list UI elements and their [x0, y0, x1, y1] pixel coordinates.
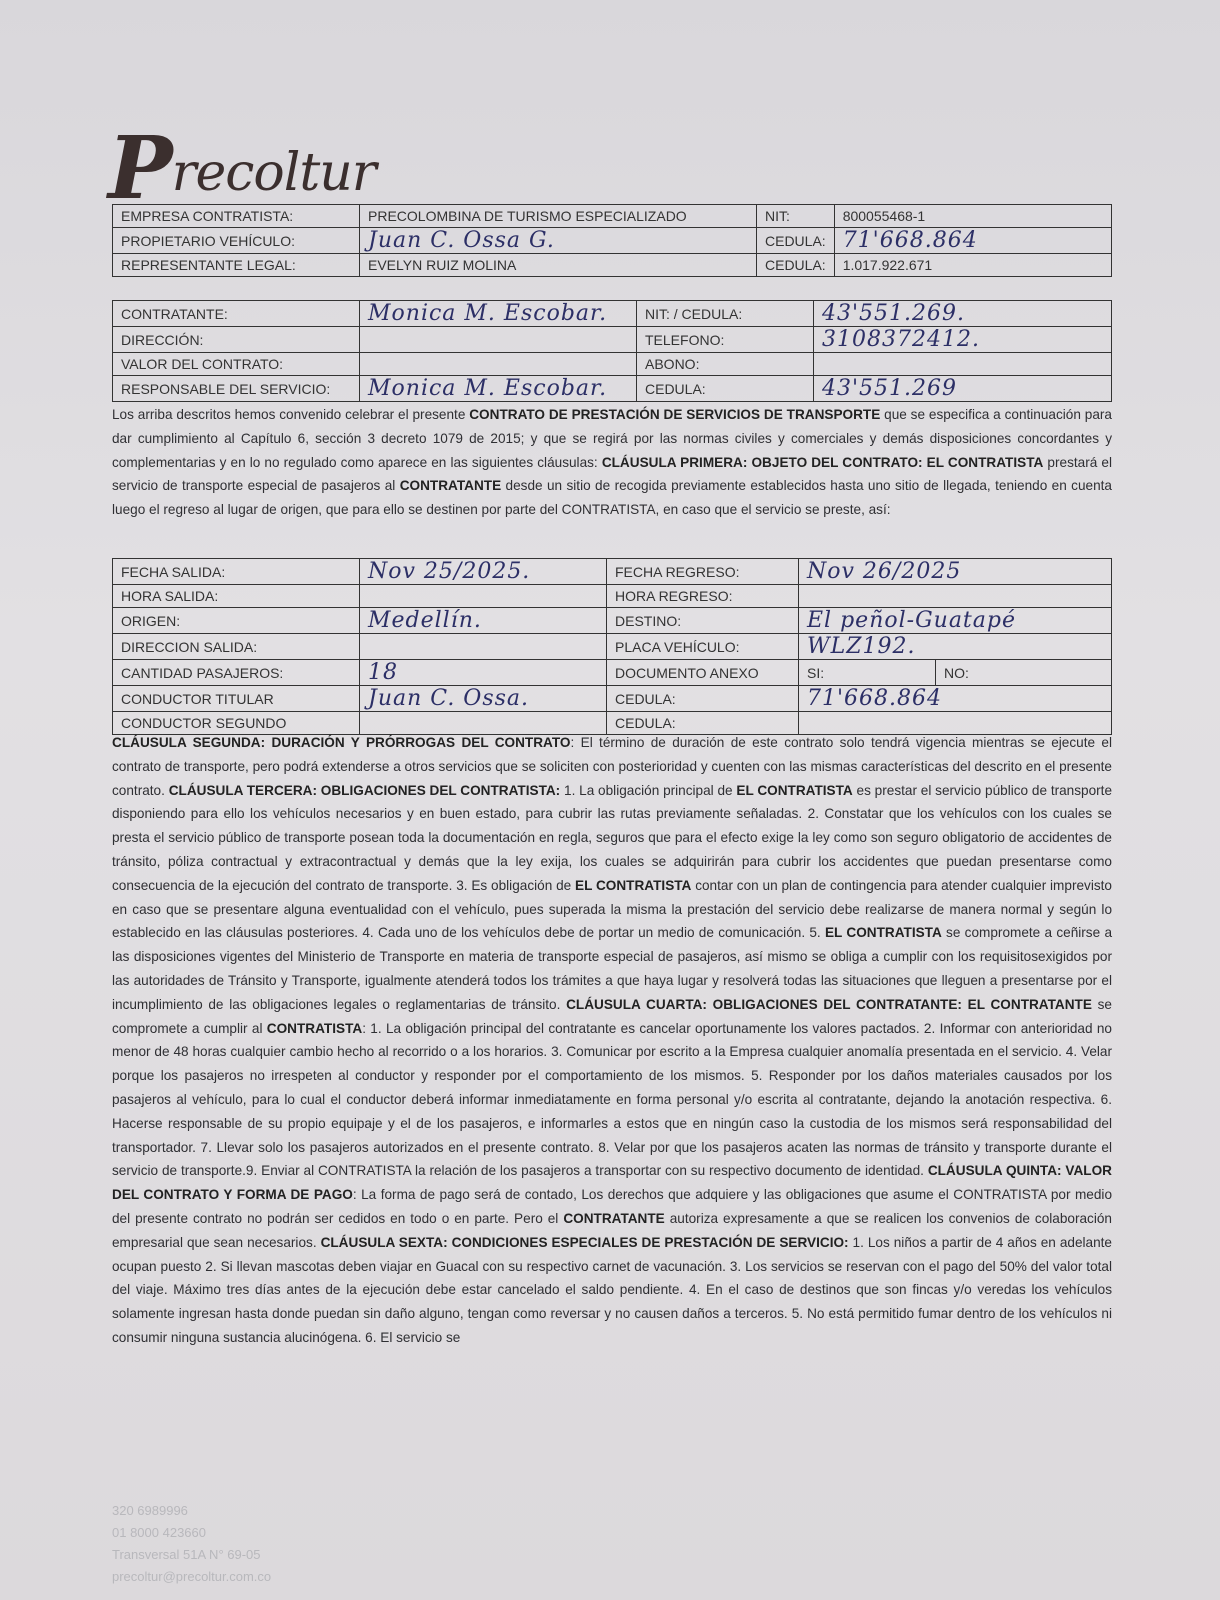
nit-value: 800055468-1 [834, 205, 1111, 228]
fecha-salida-label: FECHA SALIDA: [113, 559, 360, 585]
propietario-value: Juan C. Ossa G. [360, 228, 757, 254]
responsable-label: RESPONSABLE DEL SERVICIO: [113, 376, 360, 402]
clause-text-7: : 1. La obligación principal del contratante es cancelar oportunamente los valores pactados. 2. Informar con anterioridad no menor de 48 horas cualquier cambio hecho al recorrido o a los horarios. 3. Comunicar por escrito a la Empresa cualquier anomalía presentada en el servicio. 4. Velar porque los pasajeros no irrespeten al conductor y responder por el comportamiento de los mismos. 5. Responder por los daños materiales causados por los pasajeros al vehículo, para lo cual el conductor deberá informar inmediatamente en forma personal y/o escrita al contratante, dejando la anotación respectiva. 6. Hacerse responsable de su propio equipaje y el de los pasajeros, e informarles a estos que en ningún caso la custodia de los mismos será responsabilidad del transportador. 7. Llevar solo los pasajeros autorizados en el presente contrato. 8. Velar por que los pasajeros acaten las normas de tránsito y transporte durante el servicio de transporte.9. Enviar al CONTRATISTA la relación de los pasajeros a transportar con su respectivo documento de identidad. [112, 1020, 1112, 1179]
intro-bold-3: CONTRATANTE [399, 478, 502, 494]
intro-bold-1: CONTRATO DE PRESTACIÓN DE SERVICIOS DE TRANSPORTE [469, 407, 881, 422]
abono-value [814, 353, 1112, 376]
direccion-salida-label: DIRECCION SALIDA: [113, 634, 360, 660]
clause-text-3: es prestar el servicio público de transporte disponiendo para ello los vehículos necesarios y en buen estado, para cubrir las rutas previamente señaladas. 2. Constatar que los vehículos con los cuales se presta el servicio público de transporte posean toda la documentación en regla, seguros que para el efecto exige la ley como son seguro obligatorio de accidentes de tránsito, póliza contractual y extracontractual y demás que la ley exija, los cuales se adquirirán para cubrir los accidentes que puedan presentarse como consecuencia de la ejecución del contrato de transporte. 3. Es obligación de [112, 782, 1113, 893]
company-logo: Precoltur [108, 118, 376, 219]
footer-phone-1: 320 6989996 [112, 1503, 188, 1518]
clause-text-5: se compromete a ceñirse a las disposiciones vigentes del Ministerio de Transporte en materia de transporte especial de pasajeros, así mismo se obliga a cumplir con los requisitosexigidos por las autoridades de Tránsito y Transporte, igualmente atenderá todos los trámites a que haya lugar y resolverá todas las situaciones que lleguen a presentarse por el incumplimiento de las obligaciones legales o reglamentarias de tránsito. [112, 925, 1113, 1012]
clause-text-8: : La forma de pago será de contado, Los derechos que adquiere y las obligaciones que asume el CONTRATISTA por medio del presente contrato no podrán ser cedidos en todo o en parte. Pero el [112, 1187, 1113, 1226]
representante-label: REPRESENTANTE LEGAL: [113, 254, 360, 277]
hora-salida-value [360, 585, 607, 608]
abono-label: ABONO: [637, 353, 814, 376]
origen-value: Medellín. [360, 608, 607, 634]
company-info-table [112, 204, 1112, 277]
responsable-value: Monica M. Escobar. [360, 376, 637, 402]
clause-bold-9: CONTRATANTE [563, 1210, 665, 1226]
documento-label: DOCUMENTO ANEXO [607, 660, 799, 686]
placa-label: PLACA VEHÍCULO: [607, 634, 799, 660]
nit-cedula-value: 43'551.269. [814, 301, 1112, 327]
clause-text-10: 1. Los niños a partir de 4 años en adelante ocupan puesto 2. Si llevan mascotas deben viajar en Guacal con su respectivo carnet de vacunación. 3. Los servicios se reservan con el pago del 50% del valor total del viaje. Máximo tres días antes de la ejecución debe estar cancelado el saldo pendiente. 4. En el caso de destinos que son fincas y/o veredas los vehículos solamente ingresan hasta donde puedan sin daño alguno, tengan como reversar y no causen daños a terceros. 5. No está permitido fumar dentro de los vehículos ni consumir ninguna sustancia alucinógena. 6. El servicio se [112, 1234, 1112, 1345]
destino-value: El peñol-Guatapé [799, 608, 1112, 634]
fecha-salida-value: Nov 25/2025. [360, 559, 607, 585]
conductor-titular-value: Juan C. Ossa. [360, 686, 607, 712]
clause-heading-6: CLÁUSULA CUARTA: OBLIGACIONES DEL CONTRATANTE: EL CONTRATANTE [566, 996, 1092, 1012]
clause-heading-8: CLÁUSULA QUINTA: VALOR DEL CONTRATO Y FORMA DE PAGO [112, 1163, 1113, 1203]
contratante-label: CONTRATANTE: [113, 301, 360, 327]
direccion-label: DIRECCIÓN: [113, 327, 360, 353]
conductor-segundo-cedula-label: CEDULA: [607, 712, 799, 735]
fecha-regreso-value: Nov 26/2025 [799, 559, 1112, 585]
fecha-regreso-label: FECHA REGRESO: [607, 559, 799, 585]
intro-text-2: que se especifica a continuación para dar cumplimiento al Capítulo 6, sección 3 decreto 1079 de 2015; y que se regirá por las normas civiles y comerciales y demás disposiciones concordantes y complementarias y en lo no regulado como aparece en las siguientes cláusulas: [112, 407, 1112, 470]
clause-heading-10: CLÁUSULA SEXTA: CONDICIONES ESPECIALES DE PRESTACIÓN DE SERVICIO: [320, 1234, 849, 1250]
conductor-titular-cedula-label: CEDULA: [607, 686, 799, 712]
trip-info-table [112, 558, 1112, 735]
propietario-cedula-label: CEDULA: [757, 228, 835, 254]
empresa-value: PRECOLOMBINA DE TURISMO ESPECIALIZADO [360, 205, 757, 228]
representante-value: EVELYN RUIZ MOLINA [360, 254, 757, 277]
nit-cedula-label: NIT: / CEDULA: [637, 301, 814, 327]
clause-text-2: 1. La obligación principal de [560, 782, 737, 798]
origen-label: ORIGEN: [113, 608, 360, 634]
clause-bold-4: EL CONTRATISTA [575, 877, 692, 893]
footer-phone-2: 01 8000 423660 [112, 1525, 206, 1540]
si-label: SI: [799, 660, 936, 686]
valor-value [360, 353, 637, 376]
clause-text-9: autoriza expresamente a que se realicen los convenios de colaboración empresarial que sean necesarios. [112, 1210, 1112, 1250]
telefono-value: 3108372412. [814, 327, 1112, 353]
contratante-value: Monica M. Escobar. [360, 301, 637, 327]
nit-label: NIT: [757, 205, 835, 228]
representante-cedula-value: 1.017.922.671 [834, 254, 1111, 277]
conductor-titular-label: CONDUCTOR TITULAR [113, 686, 360, 712]
propietario-label: PROPIETARIO VEHÍCULO: [113, 228, 360, 254]
placa-value: WLZ192. [799, 634, 1112, 660]
hora-regreso-value [799, 585, 1112, 608]
clause-bold-7: CONTRATISTA [266, 1020, 363, 1036]
footer-email: precoltur@precoltur.com.co [112, 1569, 272, 1584]
conductor-titular-cedula-value: 71'668.864 [799, 686, 1112, 712]
clause-text-6: se compromete a cumplir al [112, 996, 1112, 1036]
propietario-cedula-value: 71'668.864 [834, 228, 1111, 254]
intro-text-3: prestará el servicio de transporte especial de pasajeros al [112, 454, 1112, 494]
intro-paragraph [112, 403, 1112, 522]
clause-bold-3: EL CONTRATISTA [736, 782, 853, 798]
cantidad-value: 18 [360, 660, 607, 686]
empresa-label: EMPRESA CONTRATISTA: [113, 205, 360, 228]
footer-address: Transversal 51A N° 69-05 [112, 1547, 261, 1562]
clause-heading-2: CLÁUSULA TERCERA: OBLIGACIONES DEL CONTRATISTA: [168, 782, 561, 798]
conductor-segundo-label: CONDUCTOR SEGUNDO [113, 712, 360, 735]
hora-regreso-label: HORA REGRESO: [607, 585, 799, 608]
clause-bold-5: EL CONTRATISTA [824, 925, 942, 941]
clause-heading-1: CLÁUSULA SEGUNDA: DURACIÓN Y PRÓRROGAS DEL CONTRATO [112, 735, 571, 750]
intro-text-1: Los arriba descritos hemos convenido celebrar el presente [112, 407, 470, 422]
hora-salida-label: HORA SALIDA: [113, 585, 360, 608]
direccion-value [360, 327, 637, 353]
cantidad-label: CANTIDAD PASAJEROS: [113, 660, 360, 686]
valor-label: VALOR DEL CONTRATO: [113, 353, 360, 376]
intro-bold-2: CLÁUSULA PRIMERA: OBJETO DEL CONTRATO: EL CONTRATISTA [601, 454, 1044, 470]
telefono-label: TELEFONO: [637, 327, 814, 353]
responsable-cedula-value: 43'551.269 [814, 376, 1112, 402]
client-info-table [112, 300, 1112, 402]
contact-footer [112, 1500, 271, 1588]
intro-text-4: desde un sitio de recogida previamente establecidos hasta uno sitio de llegada, teniendo en cuenta luego el regreso al lugar de origen, que para ello se destinen por parte del CONTRATISTA, en caso que el servicio se preste, así: [112, 478, 1112, 518]
no-label: NO: [936, 660, 1112, 686]
clause-text-4: contar con un plan de contingencia para atender cualquier imprevisto en caso que se presentare alguna eventualidad con el vehículo, pues superada la misma la prestación del servicio debe realizarse de manera normal y según lo establecido en las cláusulas posteriores. 4. Cada uno de los vehículos debe de portar un medio de comunicación. 5. [112, 877, 1112, 941]
clause-text-1: : El término de duración de este contrato solo tendrá vigencia mientras se ejecute el contrato de transporte, pero podrá extenderse a otros servicios que se soliciten con posterioridad y cuenten con las mismas características del descrito en el presente contrato. [112, 735, 1112, 798]
destino-label: DESTINO: [607, 608, 799, 634]
clauses-paragraph [112, 731, 1112, 1350]
representante-cedula-label: CEDULA: [757, 254, 835, 277]
direccion-salida-value [360, 634, 607, 660]
responsable-cedula-label: CEDULA: [637, 376, 814, 402]
